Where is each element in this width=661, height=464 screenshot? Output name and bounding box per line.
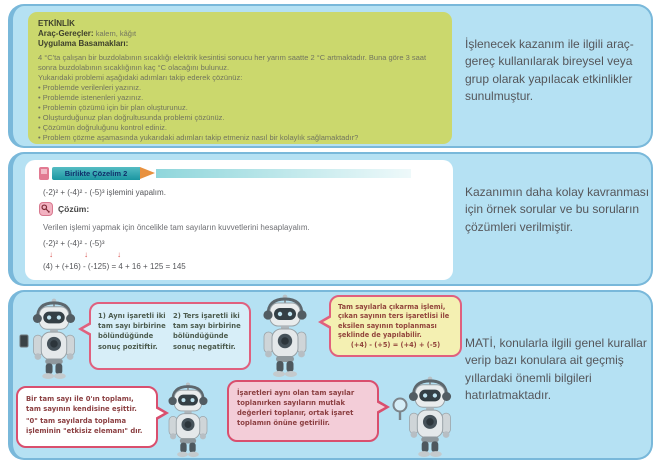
division-rule-2: 2) Ters işaretli iki tam sayı birbirine bölündüğünde sonuç negatiftir. xyxy=(173,312,241,351)
down-arrow-icon: ↓ xyxy=(84,250,88,259)
subtraction-rule-text: Tam sayılarla çıkarma işlemi, çıkan sayının ters işaretlisi ile eksilen sayının toplanması şeklinde de yapılabilir. xyxy=(338,303,450,340)
example-panel xyxy=(8,152,653,286)
phone-icon xyxy=(19,334,29,348)
subtraction-formula: (+4) - (+5) = (+4) + (-5) xyxy=(350,341,441,350)
example-question xyxy=(43,188,166,197)
result-line: (4) + (+16) - (-125) = 4 + 16 + 125 = 145 xyxy=(43,262,186,271)
same-sign-rule-text: İşaretleri aynı olan tam sayılar toplanırken sayıların mutlak değerleri toplanır, ortak işaret toplamın önüne getirilir. xyxy=(237,389,355,427)
pencil-tip-icon xyxy=(140,167,155,179)
activity-intro: Yukarıdaki problemi aşağıdaki adımları takip ederek çözünüz: xyxy=(38,73,243,82)
solution-label: Çözüm: xyxy=(58,204,90,214)
zero-identity-bubble xyxy=(16,386,158,448)
zero-rule-line2: "0" tam sayılarda toplama işleminin "etkisiz elemanı" dır. xyxy=(26,416,143,435)
solution-intro: Verilen işlemi yapmak için öncelikle tam sayıların kuvvetlerini hesaplayalım. xyxy=(43,223,310,232)
activity-bullet: • Çözümün doğruluğunu kontrol ediniz. xyxy=(38,123,167,132)
mati-robot-pointing xyxy=(253,294,317,378)
example-banner xyxy=(39,167,443,180)
example-card xyxy=(25,160,453,280)
activity-bullet: • Problem çözme aşamasında yukarıdaki adımları takip etmeniz nasıl bir kolaylık sağlamaktadır? xyxy=(38,133,359,142)
division-rule-1: 1) Aynı işaretli iki tam sayı birbirine bölündüğünde sonuç pozitiftir. xyxy=(98,312,166,351)
activity-box xyxy=(28,12,452,144)
example-description: Kazanımın daha kolay kavranması için örnek sorular ve bu soruların çözümleri verilmiştir. xyxy=(465,185,650,234)
activity-bullet: • Problemde istenenleri yazınız. xyxy=(38,93,144,102)
subtraction-rule-bubble xyxy=(329,295,462,357)
mati-description: MATİ, konularla ilgili genel kurallar verip bazı konulara ait geçmiş yıllardaki önemli bilgileri hatırlatmaktadır. xyxy=(465,336,647,403)
division-rules-bubble xyxy=(89,302,251,370)
down-arrow-icon: ↓ xyxy=(49,250,53,259)
key-icon xyxy=(39,202,53,216)
activity-title: ETKİNLİK xyxy=(38,19,75,28)
steps-label: Uygulama Basamakları: xyxy=(38,39,129,48)
activity-tools-line xyxy=(38,29,442,39)
activity-bullet: • Problemin çözümü için bir plan oluşturunuz. xyxy=(38,103,188,112)
evaluation-arrows xyxy=(43,250,153,260)
work-expression: (-2)² + (-4)² - (-5)³ xyxy=(43,239,105,248)
banner-rule xyxy=(156,169,411,178)
activity-bullet: • Problemde verilenleri yazınız. xyxy=(38,83,142,92)
tools-label: Araç-Gereçler: xyxy=(38,29,94,38)
down-arrow-icon: ↓ xyxy=(117,250,121,259)
activity-bullet: • Oluşturduğunuz plan doğrultusunda problemi çözünüz. xyxy=(38,113,225,122)
question-suffix: işlemini yapalım. xyxy=(106,188,166,197)
activity-panel xyxy=(8,4,653,148)
mati-robot-listening xyxy=(159,382,217,458)
mati-robot-phone xyxy=(23,298,85,380)
magnifier-icon xyxy=(391,396,411,422)
example-badge-icon xyxy=(39,167,49,180)
activity-description: İşlenecek kazanım ile ilgili araç-gereç kullanılarak bireysel veya grup olarak yapılacak etkinlikler sunulmuştur. xyxy=(465,37,634,104)
example-banner-title: Birlikte Çözelim 2 xyxy=(52,167,140,180)
same-sign-addition-bubble xyxy=(227,380,379,442)
activity-problem: 4 °C'ta çalışan bir buzdolabının sıcaklığı elektrik kesintisi sonucu her yarım saatte 2 °C artmaktadır. Buna göre 3 saat sonra buzdolabının sıcaklığının kaç °C olacağını bulunuz. xyxy=(38,53,427,72)
question-expression: (-2)² + (-4)² - (-5)³ xyxy=(43,188,105,197)
mati-panel xyxy=(8,290,653,460)
zero-rule-line1: Bir tam sayı ile 0'ın toplamı, tam sayının kendisine eşittir. xyxy=(26,395,137,413)
tools-value: kalem, kâğıt xyxy=(95,29,137,38)
